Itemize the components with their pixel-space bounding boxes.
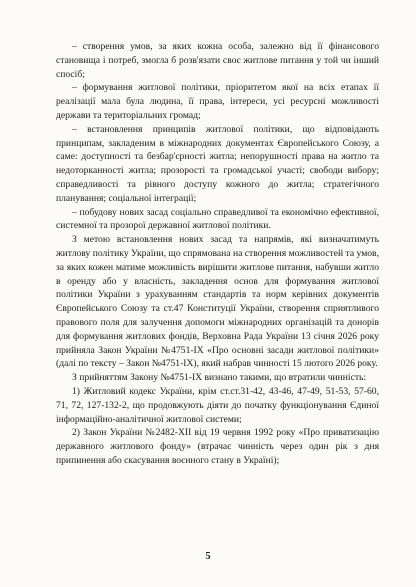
- body-text: [56, 40, 379, 468]
- paragraph-goal-policy-formation: – формування житлової політики, пріоритетом якої на всіх етапах її реалізації мала була людина, її права, інтереси, усі ресурсні можливості держави та територіальних громад;: [56, 82, 379, 121]
- list-item-privatization-law: 2) Закон України №2482-XII від 19 червня 1992 року «Про приватизацію державного житлового фонду» (втрачає чинність через один рік з дня припинення або скасування воєнного стану в Україні);: [56, 427, 379, 466]
- paragraph-law-adoption: З метою встановлення нових засад та напрямів, які визначатимуть житлову політику України, що спрямована на створення можливостей та умов, за яких кожен матиме можливість вирішити житлове питання, набувши житло в оренду або у власність, закладення основ для формування житлової політики України з урахуванням стандартів та норм керівних документів Європейського Союзу та ст.47 Конституції України, створення сприятливого правового поля для залучення допомоги міжнародних організацій та донорів для формування житлових фондів, Верховна Рада України 13 січня 2026 року прийняла Закон України №4751-IX «Про основні засади житлової політики» (далі по тексту – Закон №4751-IX), який набрав чинності 15 лютого 2026 року.: [56, 234, 379, 370]
- list-item-housing-code: 1) Житловий кодекс України, крім ст.ст.31-42, 43-46, 47-49, 51-53, 57-60, 71, 72, 127-132-2, що продовжують діяти до початку функціонування Єдиної інформаційно-аналітичної житлової системи;: [56, 385, 379, 425]
- paragraph-goal-principles: – встановлення принципів житлової політики, що відповідають принципам, закладеним в міжнародних документах Європейського Союзу, а саме: доступності та безбар'єрності житла; непорушності права на житло та недоторканності житла; прозорості та громадської участі; свободи вибору; справедливості та рівного доступу кожного до житла; стратегічного планування; соціальної інтеграції;: [56, 123, 379, 204]
- paragraph-goal-new-foundations: – побудову нових засад соціально справедливої та економічно ефективної, системної та прозорої державної житлової політики.: [56, 206, 379, 232]
- page-number: 5: [205, 551, 211, 562]
- paragraph-goal-conditions: – створення умов, за яких кожна особа, залежно від її фінансового становища і потреб, змогла б розв'язати своє житлове питання у той чи інший спосіб;: [56, 41, 379, 80]
- paragraph-repealed-intro: З прийняттям Закону №4751-IX визнано такими, що втратили чинність:: [72, 372, 367, 384]
